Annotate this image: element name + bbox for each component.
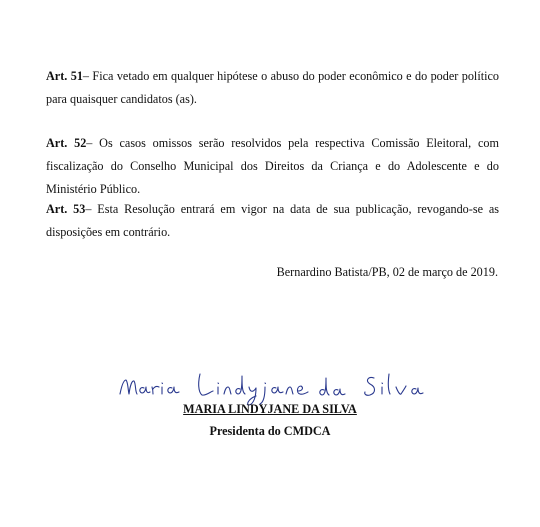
article-53-label: Art. 53 <box>46 202 86 216</box>
article-53-text: – Esta Resolução entrará em vigor na data de sua publicação, revogando-se as disposições em contrário. <box>46 202 499 239</box>
article-52 <box>46 132 499 201</box>
article-52-label: Art. 52 <box>46 136 87 150</box>
signatory-name: MARIA LINDYJANE DA SILVA <box>183 402 357 416</box>
article-51 <box>46 65 499 111</box>
article-51-label: Art. 51 <box>46 69 83 83</box>
article-51-text: – Fica vetado em qualquer hipótese o abuso do poder econômico e do poder político para quaisquer candidatos (as). <box>46 69 499 106</box>
signatory-role: Presidenta do CMDCA <box>209 424 331 438</box>
article-52-text: – Os casos omissos serão resolvidos pela respectiva Comissão Eleitoral, com fiscalização do Conselho Municipal dos Direitos da Criança e do Adolescente e do Ministério Público. <box>46 136 499 196</box>
article-53 <box>46 198 499 244</box>
place-and-date: Bernardino Batista/PB, 02 de março de 2019. <box>276 265 498 279</box>
